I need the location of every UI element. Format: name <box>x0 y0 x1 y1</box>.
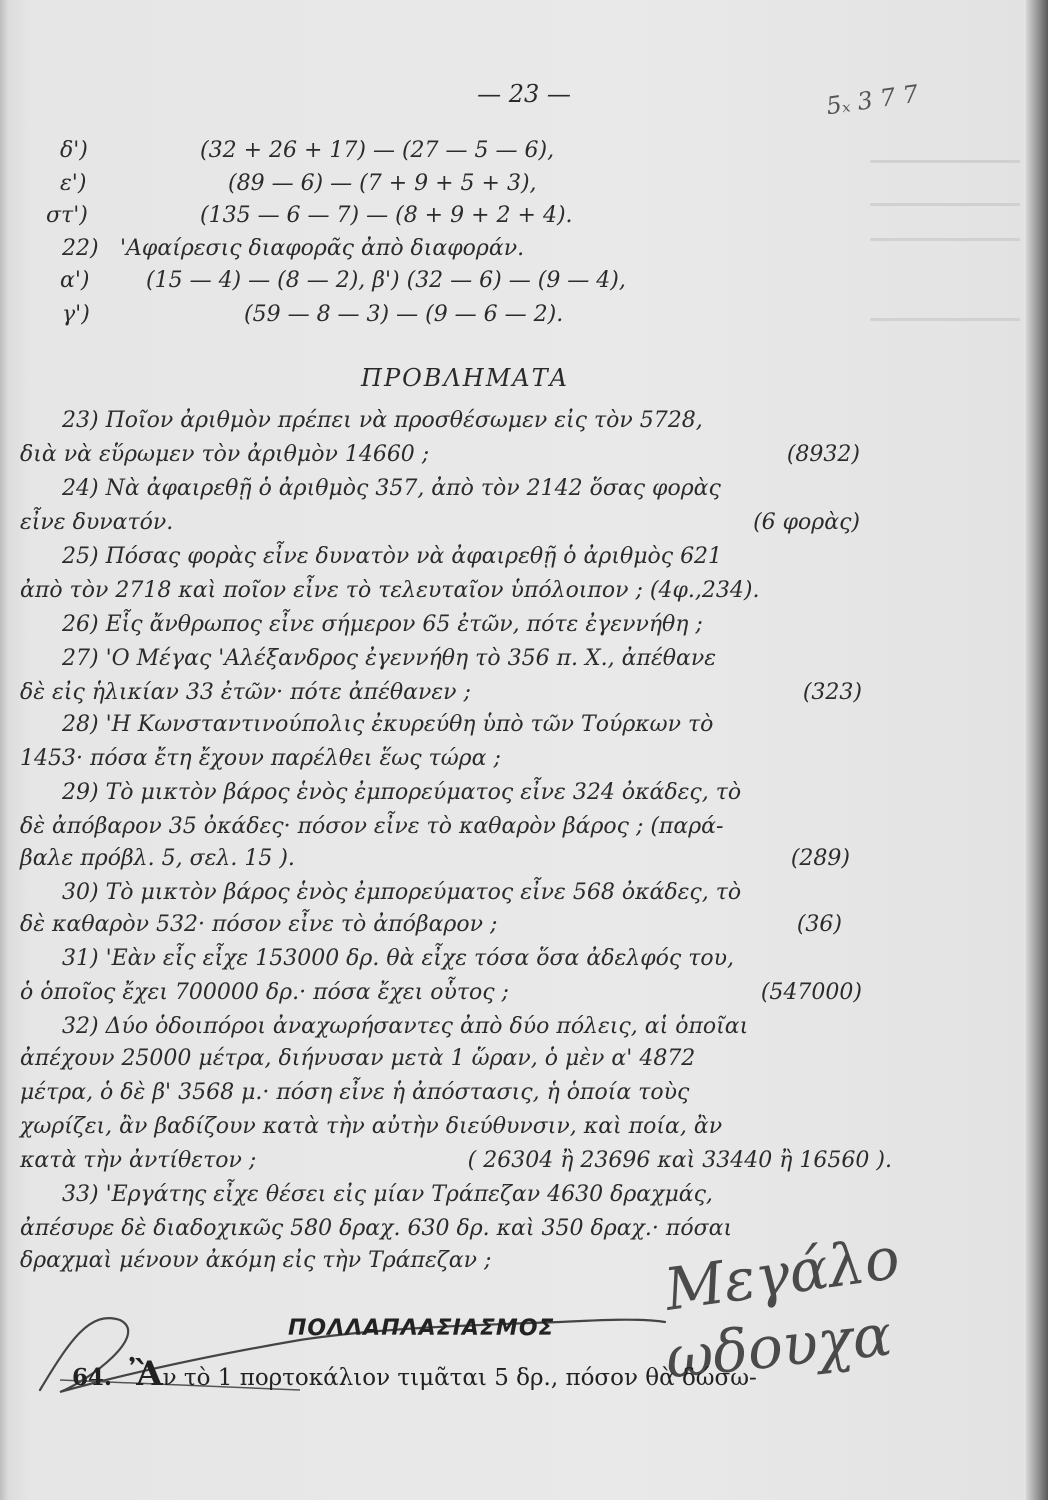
section-heading-multiplication: ΠΟΛΛΑΠΛΑΣΙΑΣΜΟΣ <box>288 1316 555 1341</box>
bleed-through-line <box>870 160 1020 163</box>
text-line: 26) Εἷς ἄνθρωπος εἶνε σήμερον 65 ἐτῶν, πότε ἐγεννήθη ; <box>62 612 703 637</box>
text-line: δραχμαὶ μένουν ἀκόμη εἰς τὴν Τράπεζαν ; <box>20 1248 492 1273</box>
section-heading: ΠΡΟΒΛΗΜΑΤΑ <box>361 364 569 392</box>
text-line: δὲ ἀπόβαρον 35 ὀκάδες· πόσον εἶνε τὸ καθαρὸν βάρος ; (παρά- <box>20 814 724 839</box>
exercise-expression: (15 — 4) — (8 — 2), β') (32 — 6) — (9 — 4), <box>146 268 626 293</box>
text-line: βαλε πρόβλ. 5, σελ. 15 ). (289) <box>20 846 850 871</box>
text-line: 33) 'Εργάτης εἶχε θέσει εἰς μίαν Τράπεζαν 4630 δραχμάς, <box>62 1182 713 1207</box>
bleed-through-line <box>870 318 1020 321</box>
text-line: δὲ εἰς ἡλικίαν 33 ἐτῶν· πότε ἀπέθανεν ; (323) <box>20 680 862 705</box>
text-line: χωρίζει, ἂν βαδίζουν κατὰ τὴν αὐτὴν διεύθυνσιν, καὶ ποία, ἂν <box>20 1114 723 1139</box>
exercise-expression: (59 — 8 — 3) — (9 — 6 — 2). <box>244 302 564 327</box>
page-edge-shadow <box>1026 0 1048 1500</box>
text-line: ἀπέχουν 25000 μέτρα, διήνυσαν μετὰ 1 ὥραν, ὁ μὲν α' 4872 <box>20 1046 696 1071</box>
exercise-expression: (32 + 26 + 17) — (27 — 5 — 6), <box>200 138 555 163</box>
text-line: 27) 'Ο Μέγας 'Αλέξανδρος ἐγεννήθη τὸ 356 π. Χ., ἀπέθανε <box>62 646 717 671</box>
exercise-label: 22) <box>62 236 99 261</box>
text-line: δὲ καθαρὸν 532· πόσον εἶνε τὸ ἀπόβαρον ; (36) <box>20 912 842 937</box>
exercise-label: γ') <box>62 302 90 327</box>
text-line: διὰ νὰ εὕρωμεν τὸν ἀριθμὸν 14660 ; (8932) <box>20 442 860 467</box>
exercise-heading: 'Αφαίρεσις διαφορᾶς ἀπὸ διαφοράν. <box>120 236 525 261</box>
text-line: 32) Δύο ὁδοιπόροι ἀναχωρήσαντες ἀπὸ δύο πόλεις, αἱ ὁποῖαι <box>62 1014 749 1039</box>
exercise-label: δ') <box>60 138 88 163</box>
handwriting-line-2: ωδουχα <box>662 1300 895 1392</box>
text-line: μέτρα, ὁ δὲ β' 3568 μ.· πόση εἶνε ἡ ἀπόστασις, ἡ ὁποία τοὺς <box>20 1080 690 1105</box>
exercise-label: ε') <box>60 171 87 196</box>
text-line: 31) 'Εὰν εἶς εἶχε 153000 δρ. θὰ εἶχε τόσα ὅσα ἀδελφός του, <box>62 946 734 971</box>
text-line-last <box>72 1356 892 1396</box>
text-line: 30) Τὸ μικτὸν βάρος ἑνὸς ἐμπορεύματος εἶνε 568 ὀκάδες, τὸ <box>62 880 742 905</box>
text-line: 28) 'Η Κωνσταντινούπολις ἐκυρεύθη ὑπὸ τῶν Τούρκων τὸ <box>62 712 714 737</box>
text-line: 23) Ποῖον ἀριθμὸν πρέπει νὰ προσθέσωμεν εἰς τὸν 5728, <box>62 408 703 433</box>
text-line: 29) Τὸ μικτὸν βάρος ἑνὸς ἐμπορεύματος εἶνε 324 ὀκάδες, τὸ <box>62 780 742 805</box>
bleed-through-line <box>870 238 1020 241</box>
text-line: 1453· πόσα ἔτη ἔχουν παρέλθει ἕως τώρα ; <box>20 746 501 771</box>
text-line: κατὰ τὴν ἀντίθετον ; ( 26304 ἢ 23696 καὶ 33440 ἢ 16560 ). <box>20 1148 892 1173</box>
exercise-expression: (135 — 6 — 7) — (8 + 9 + 2 + 4). <box>200 203 573 228</box>
text-line: ἀπὸ τὸν 2718 καὶ ποῖον εἶνε τὸ τελευταῖον ὑπόλοιπον ; (4φ.,234). <box>20 578 760 603</box>
problem-number: 64. <box>72 1364 113 1391</box>
drop-initial: Ἂ <box>129 1354 163 1394</box>
exercise-label: α') <box>60 268 90 293</box>
text-line: ὁ ὁποῖος ἔχει 700000 δρ.· πόσα ἔχει οὗτος ; (547000) <box>20 980 862 1005</box>
page-number: — 23 — <box>477 80 571 108</box>
exercise-expression: (89 — 6) — (7 + 9 + 5 + 3), <box>228 171 537 196</box>
text-line: ἀπέσυρε δὲ διαδοχικῶς 580 δραχ. 630 δρ. καὶ 350 δραχ.· πόσαι <box>20 1216 733 1241</box>
handwriting-line-1: Μεγάλο <box>660 1223 904 1324</box>
text-line: εἶνε δυνατόν. (6 φορὰς) <box>20 510 860 535</box>
problem-text: ν τὸ 1 πορτοκάλιον τιμᾶται 5 δρ., πόσον θὰ δώσω- <box>162 1365 757 1391</box>
text-line: 24) Νὰ ἀφαιρεθῇ ὁ ἀριθμὸς 357, ἀπὸ τὸν 2142 ὅσας φορὰς <box>62 476 721 501</box>
text-line: 25) Πόσας φορὰς εἶνε δυνατὸν νὰ ἀφαιρεθῇ ὁ ἀριθμὸς 621 <box>62 544 723 569</box>
exercise-label: στ') <box>46 203 88 228</box>
bleed-through-line <box>870 203 1020 206</box>
corner-note: 5ₓ 3 7 7 <box>824 79 920 121</box>
